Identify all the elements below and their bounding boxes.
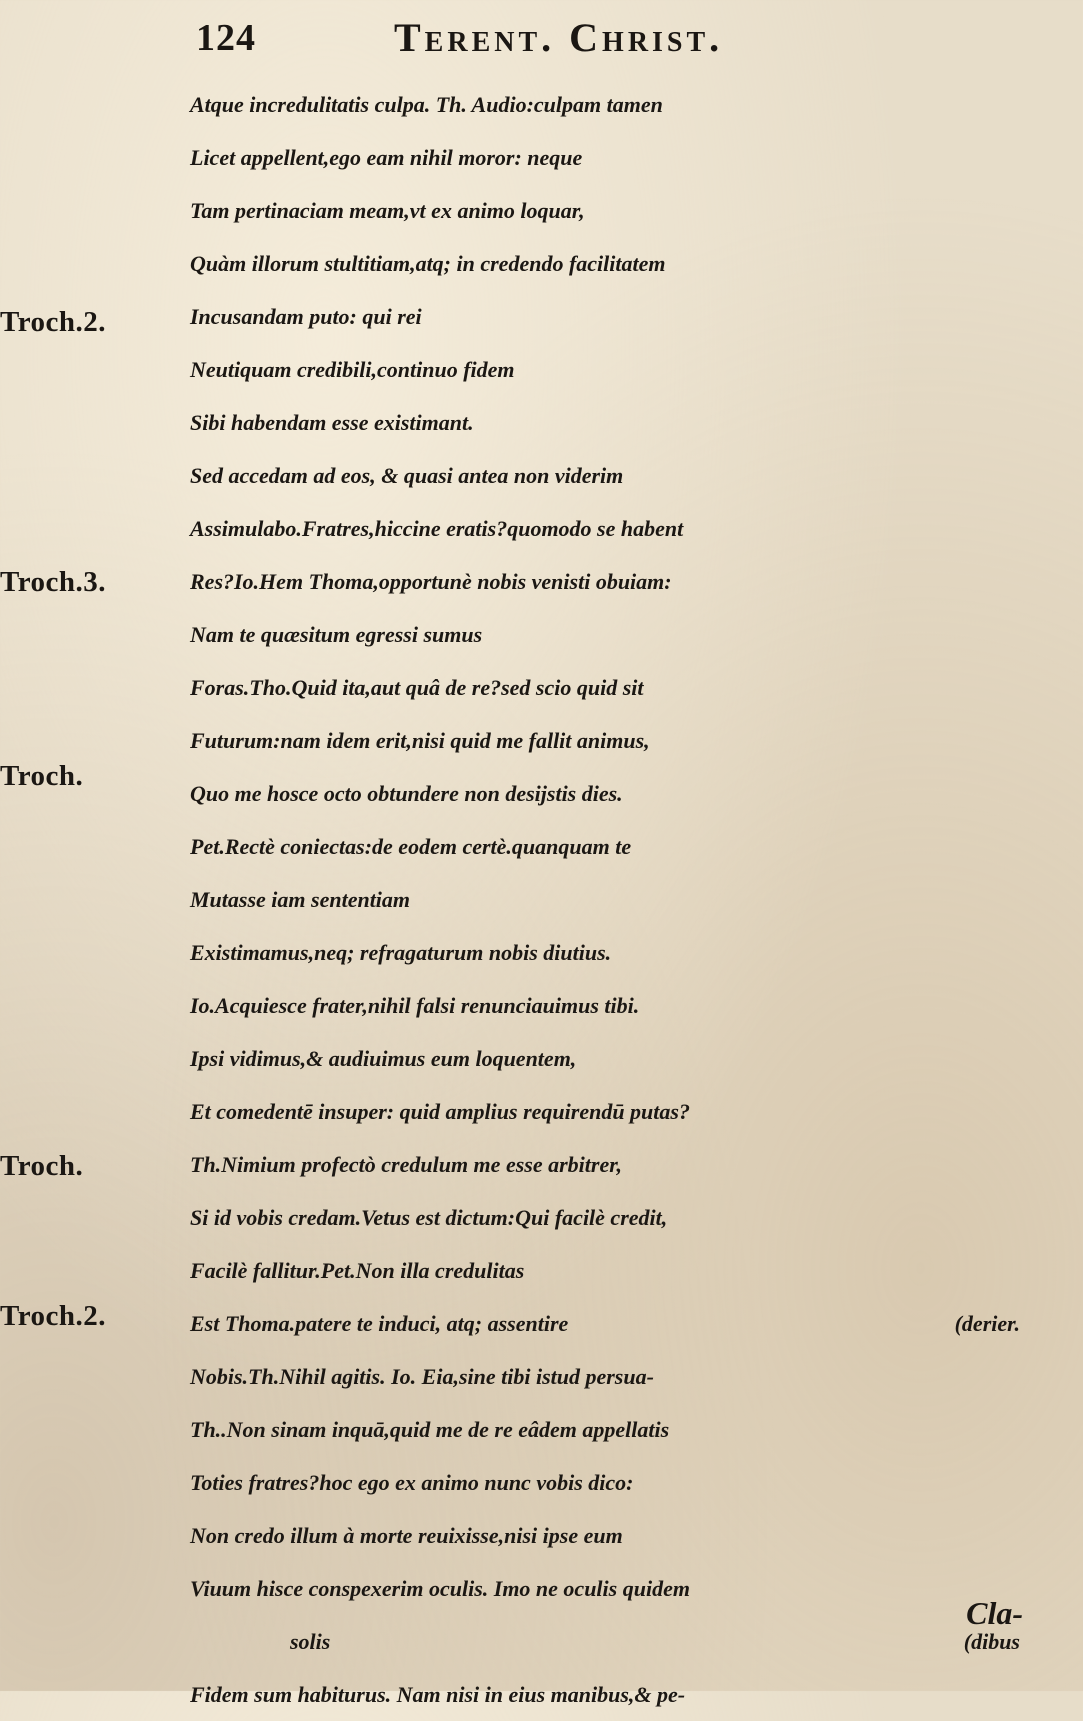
verse-line: Incusandam puto: qui rei xyxy=(190,304,422,329)
verse-line: Th.Nimium profectò credulum me esse arbitrer, xyxy=(190,1152,623,1177)
verse-line: Atque incredulitatis culpa. Th. Audio:culpam tamen xyxy=(190,92,663,117)
verse-line xyxy=(190,1615,1060,1668)
verse-line: Sibi habendam esse existimant. xyxy=(190,410,474,435)
running-head xyxy=(196,8,1056,64)
verse-line: Et comedentē insuper: quid amplius requirendū putas? xyxy=(190,1099,690,1124)
verse-line: Foras.Tho.Quid ita,aut quâ de re?sed scio quid sit xyxy=(190,675,644,700)
page-number: 124 xyxy=(196,17,256,59)
verse-text xyxy=(190,78,1060,1721)
running-title: Terent. Christ. xyxy=(394,15,724,60)
verse-line: Fidem sum habiturus. Nam nisi in eius manibus,& pe- xyxy=(190,1682,686,1707)
margin-note-meter: Troch.2. xyxy=(0,1300,107,1332)
verse-line: Th..Non sinam inquā,quid me de re eâdem appellatis xyxy=(190,1417,670,1442)
turnover-fragment: (dibus xyxy=(963,1629,1020,1654)
verse-line xyxy=(190,1297,1060,1350)
verse-line: Ipsi vidimus,& audiuimus eum loquentem, xyxy=(190,1046,577,1071)
verse-line: Existimamus,neq; refragaturum nobis diutius. xyxy=(190,940,612,965)
verse-line: Assimulabo.Fratres,hiccine eratis?quomodo se habent xyxy=(190,516,684,541)
verse-line: Io.Acquiesce frater,nihil falsi renunciauimus tibi. xyxy=(190,993,640,1018)
verse-line: Sed accedam ad eos, & quasi antea non viderim xyxy=(190,463,624,488)
verse-line: Pet.Rectè coniectas:de eodem certè.quanquam te xyxy=(190,834,632,859)
margin-note-meter: Troch.2. xyxy=(0,306,107,338)
verse-line: Futurum:nam idem erit,nisi quid me fallit animus, xyxy=(190,728,650,753)
margin-notes xyxy=(0,0,180,1691)
margin-note-meter: Troch. xyxy=(0,760,84,792)
verse-line: Quàm illorum stultitiam,atq; in credendo facilitatem xyxy=(190,251,666,276)
verse-line: Neutiquam credibili,continuo fidem xyxy=(190,357,515,382)
verse-line: Res?Io.Hem Thoma,opportunè nobis venisti obuiam: xyxy=(190,569,672,594)
margin-note-meter: Troch.3. xyxy=(0,566,107,598)
verse-line: Viuum hisce conspexerim oculis. Imo ne oculis quidem xyxy=(190,1576,690,1601)
margin-note-meter: Troch. xyxy=(0,1150,84,1182)
verse-line: Non credo illum à morte reuixisse,nisi ipse eum xyxy=(190,1523,623,1548)
verse-line: Nobis.Th.Nihil agitis. Io. Eia,sine tibi istud persua- xyxy=(190,1364,654,1389)
verse-line: Tam pertinaciam meam,vt ex animo loquar, xyxy=(190,198,585,223)
verse-line: Quo me hosce octo obtundere non desijstis dies. xyxy=(190,781,623,806)
verse-line: Si id vobis credam.Vetus est dictum:Qui facilè credit, xyxy=(190,1205,668,1230)
verse-line-text: Est Thoma.patere te induci, atq; assentire xyxy=(190,1311,569,1336)
verse-line: Facilè fallitur.Pet.Non illa credulitas xyxy=(190,1258,525,1283)
verse-line: Toties fratres?hoc ego ex animo nunc vobis dico: xyxy=(190,1470,634,1495)
catchword: Cla- xyxy=(966,1595,1023,1631)
verse-line: Nam te quæsitum egressi sumus xyxy=(190,622,483,647)
verse-line-text: solis xyxy=(290,1629,331,1654)
verse-line: Mutasse iam sententiam xyxy=(190,887,411,912)
turnover-fragment: (derier. xyxy=(954,1311,1020,1336)
verse-line: Licet appellent,ego eam nihil moror: neque xyxy=(190,145,583,170)
